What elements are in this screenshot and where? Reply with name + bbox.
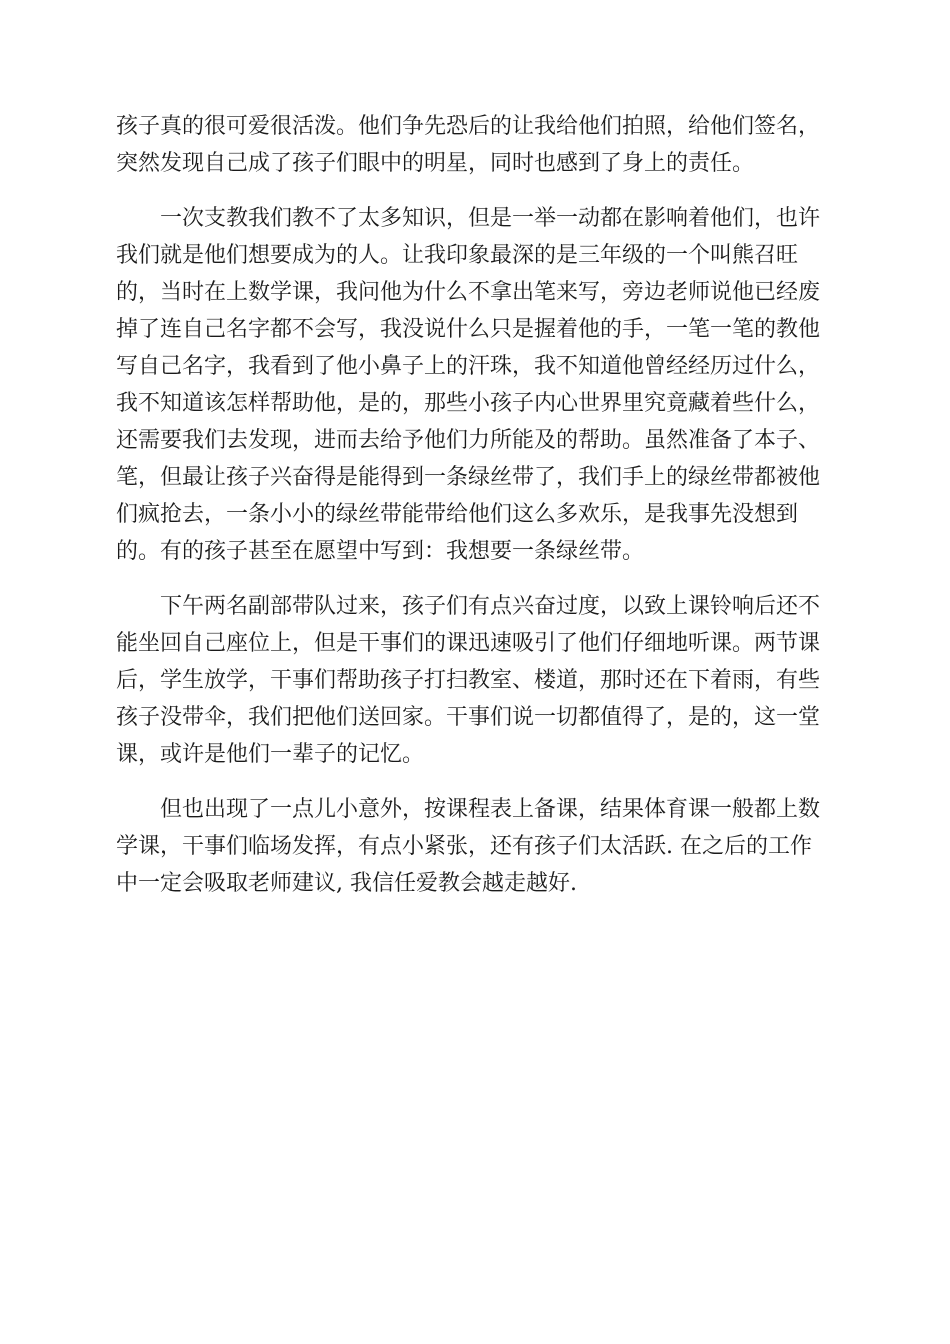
paragraph-line: 我不知道该怎样帮助他，是的，那些小孩子内心世界里究竟藏着些什么， xyxy=(116,391,821,416)
paragraph-2 xyxy=(116,200,836,570)
paragraph-line: 一次支教我们教不了太多知识，但是一举一动都在影响着他们，也许 xyxy=(160,206,821,231)
paragraph-4 xyxy=(116,791,836,902)
paragraph-line: 中一定会吸取老师建议, 我信任爱教会越走越好. xyxy=(116,871,577,896)
paragraph-line: 孩子没带伞，我们把他们送回家。干事们说一切都值得了，是的，这一堂 xyxy=(116,705,821,730)
paragraph-1 xyxy=(116,108,836,182)
document-body xyxy=(116,108,836,920)
paragraph-line: 还需要我们去发现，进而去给予他们力所能及的帮助。虽然准备了本子、 xyxy=(116,428,821,453)
paragraph-line: 我们就是他们想要成为的人。让我印象最深的是三年级的一个叫熊召旺 xyxy=(116,243,799,268)
paragraph-line: 课，或许是他们一辈子的记忆。 xyxy=(116,742,425,767)
paragraph-line: 但也出现了一点儿小意外，按课程表上备课，结果体育课一般都上数 xyxy=(160,797,821,822)
paragraph-line: 突然发现自己成了孩子们眼中的明星，同时也感到了身上的责任。 xyxy=(116,151,755,176)
paragraph-line: 写自己名字，我看到了他小鼻子上的汗珠，我不知道他曾经经历过什么， xyxy=(116,354,821,379)
paragraph-line: 能坐回自己座位上，但是干事们的课迅速吸引了他们仔细地听课。两节课 xyxy=(116,631,821,656)
paragraph-line: 掉了连自己名字都不会写，我没说什么只是握着他的手，一笔一笔的教他 xyxy=(116,317,821,342)
paragraph-line: 笔，但最让孩子兴奋得是能得到一条绿丝带了，我们手上的绿丝带都被他 xyxy=(116,465,821,490)
paragraph-line: 后，学生放学，干事们帮助孩子打扫教室、楼道，那时还在下着雨，有些 xyxy=(116,668,821,693)
paragraph-3 xyxy=(116,588,836,773)
paragraph-line: 们疯抢去，一条小小的绿丝带能带给他们这么多欢乐，是我事先没想到 xyxy=(116,502,799,527)
paragraph-line: 学课，干事们临场发挥，有点小紧张，还有孩子们太活跃. 在之后的工作 xyxy=(116,834,812,859)
paragraph-line: 的，当时在上数学课，我问他为什么不拿出笔来写，旁边老师说他已经废 xyxy=(116,280,821,305)
paragraph-line: 孩子真的很可爱很活泼。他们争先恐后的让我给他们拍照，给他们签名， xyxy=(116,114,821,139)
paragraph-line: 下午两名副部带队过来，孩子们有点兴奋过度，以致上课铃响后还不 xyxy=(160,594,821,619)
paragraph-line: 的。有的孩子甚至在愿望中写到：我想要一条绿丝带。 xyxy=(116,539,645,564)
